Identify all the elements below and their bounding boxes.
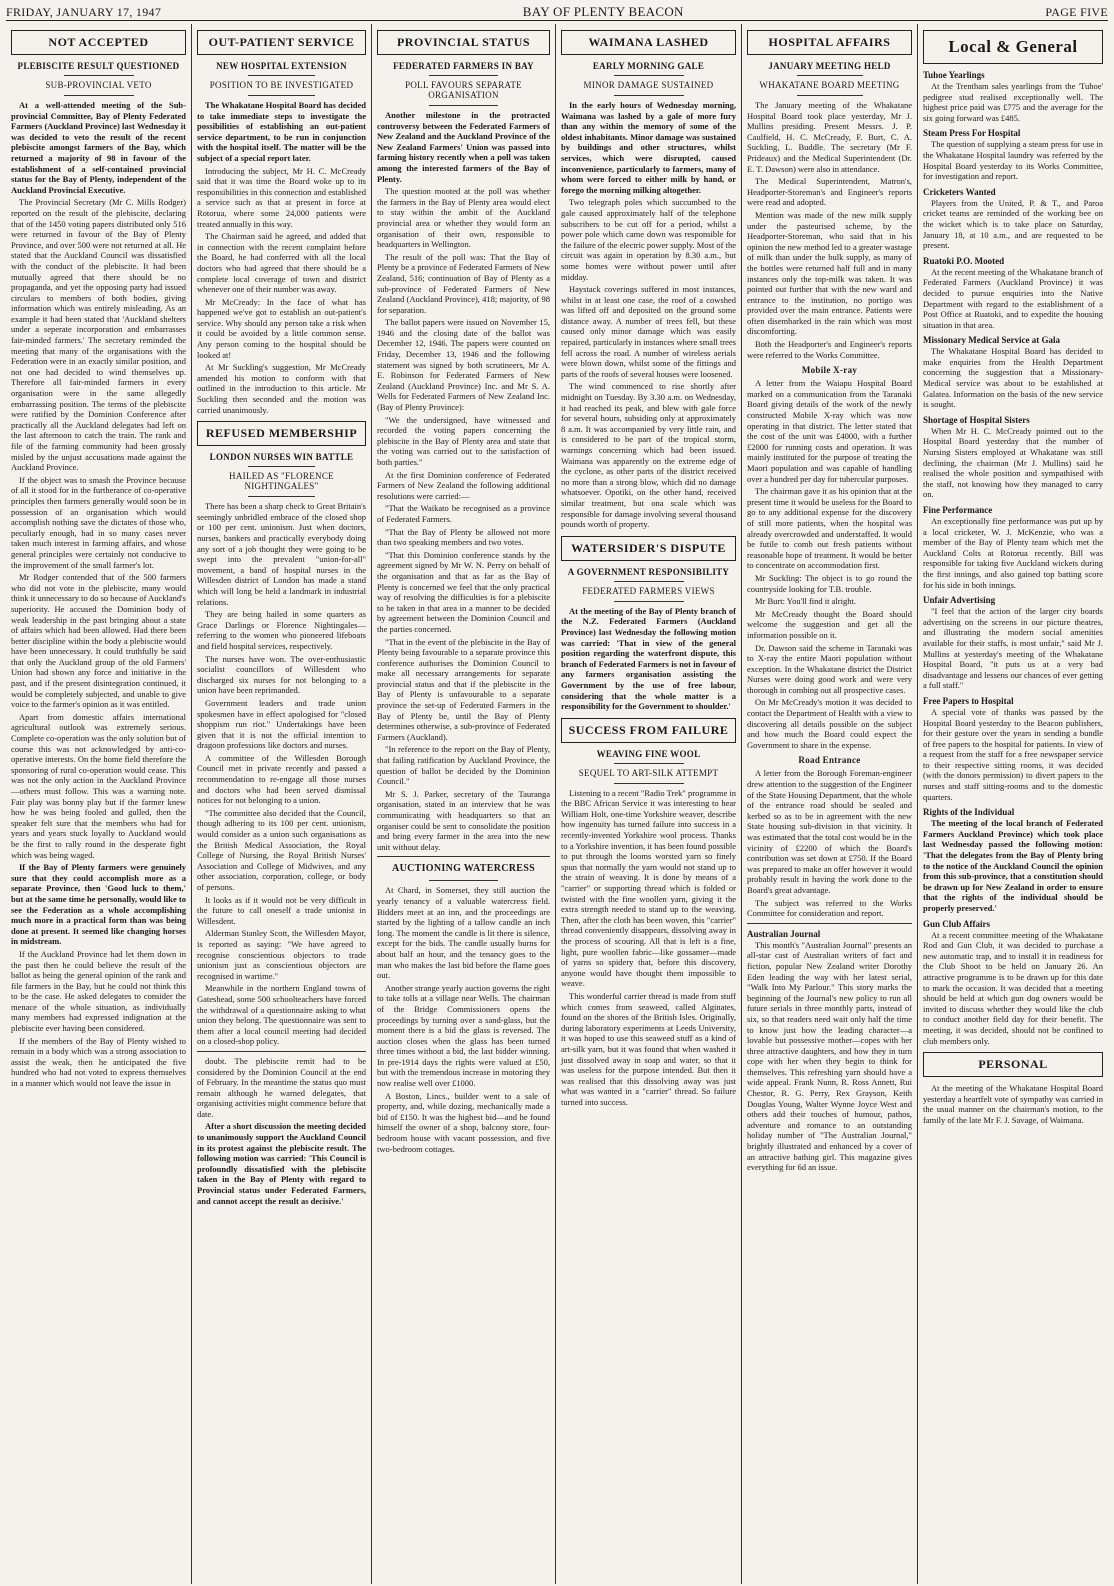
headline-refused-membership: REFUSED MEMBERSHIP (197, 421, 366, 446)
paragraph: The Chairman said he agreed, and added that in connection with the recent complaint before the Board, he had conferred with all the local doctors who had agreed that there should be a complete local coverage of town and district whenever one of their number was away. (197, 231, 366, 295)
paragraph: Meanwhile in the northern England towns of Gateshead, some 500 schoolteachers have forced the withdrawal of a questionnaire asking to what union they belong. The questionnaire was sent to them after a local council meeting had decided on a closed-shop policy. (197, 983, 366, 1047)
paragraph: doubt. The plebiscite remit had to be considered by the Dominion Council at the end of February. In the meantime the status quo must remain although he warned delegates, that organising activities might commence before that date. (197, 1055, 366, 1119)
paragraph: Mr McCready thought the Board should welcome the suggestion and get all the information possible on it. (747, 608, 912, 640)
issue-date: FRIDAY, JANUARY 17, 1947 (6, 5, 162, 19)
paragraph: If the Auckland Province had let them down in the past then he could believe the result of the ballot as being the general opinion of the rank and file farmers in the Bay, but he could not think this to be the case. He asked delegates to consider the menace of the whole situation, as individually many members had expressed indignation at the plebiscite ever having been considered. (11, 948, 186, 1034)
headline-waimana-lashed: WAIMANA LASHED (561, 30, 736, 55)
paragraph: A committee of the Willesden Borough Council met in private recently and passed a recommendation to re-engage all those nurses and doctors who had been served dismissal notices for not belonging to a union. (197, 752, 366, 806)
paragraph: Alderman Stanley Scott, the Willesden Mayor, is reported as saying: "We have agreed to recognise conscientious objectors to trade unionism just as conscientious objectors are recognised in wartime." (197, 928, 366, 981)
paragraph: The question mooted at the poll was whether the farmers in the Bay of Plenty area would elect to stay within the ambit of the Auckland provincial area or whether they would form an organisation of their own, responsible to headquarters in Wellington. (377, 186, 550, 250)
headline-success-from-failure: SUCCESS FROM FAILURE (561, 718, 736, 743)
paper-name: BAY OF PLENTY BEACON (522, 4, 684, 19)
paragraph: If the object was to smash the Province because of all it stood for in the furtherance of co-operative principles then farmers generally would soon be in possession of an organisation which would accomplish nothing save the dictates of those who, peculiarly enough, had in so many cases never taken much interest in farming affairs, and whose general principles were certainly not conducive to the improvement of the small farmer's lot. (11, 474, 186, 570)
headline-auctioning-watercress: AUCTIONING WATERCRESS (392, 863, 535, 875)
column-6 (918, 24, 1108, 1584)
paragraph: Introducing the subject, Mr H. C. McCready said that it was time the Board woke up to its responsibilities in this connection and established a service such as that at present in force at Rotorua, where some 24,000 patients were treated annually in this way. (197, 165, 366, 229)
paragraph: The result of the poll was: That the Bay of Plenty be a province of Federated Farmers of New Zealand, 516; continuation of Bay of Plenty as a sub-province of Federated Farmers of New Zealand (Auckland Province), 418; majority, of 98 for separation. (377, 251, 550, 315)
subhead: LONDON NURSES WIN BATTLE (209, 452, 354, 463)
paragraph: They are being hailed in some quarters as Grace Darlings or Florence Nightingales—referring to the women who pioneered lifeboats and field hospital services, respectively. (197, 609, 366, 651)
subhead: NEW HOSPITAL EXTENSION (216, 61, 347, 71)
lead-paragraph: At a well-attended meeting of the Sub-provincial Committee, Bay of Plenty Federated Farmers (Auckland Province) last Wednesday it was decided to veto the result of the recent plebiscite amongst farmers of the Bay, which returned a majority of 98 in favour of the establishment of a self-contained provincial status for the Bay of Plenty, independent of the Auckland Provincial Executive. (11, 100, 186, 195)
column-3 (372, 24, 556, 1584)
paragraph: Players from the United, P. & T., and Paroa cricket teams are reminded of the working bee on the wicket which is to take place on Saturday, January 18, at 10 a.m., and are requested to be present. (923, 197, 1103, 251)
paragraph: Mr S. J. Parker, secretary of the Tauranga organisation, stated in an interview that he was communicating with headquarters so that an organiser could be sent to consolidate the position and bring every farmer in the area into the new unit without delay. (377, 788, 550, 852)
headline-local-and-general: Local & General (923, 30, 1103, 64)
item-head: Shortage of Hospital Sisters (923, 414, 1030, 425)
columns (6, 24, 1108, 1584)
paragraph: The meeting of the local branch of Federated Farmers Auckland Province) which took place last Wednesday passed the following motion: 'That the delegates from the Bay of Plenty bring to the notice of the Auckland Council the opinion from this sub-province, that a constitution should be drawn up for New Zealand in order to ensure that the rights of the individual should be properly preserved.' (923, 818, 1103, 913)
item-head: Cricketers Wanted (923, 186, 996, 197)
subhead: JANUARY MEETING HELD (768, 61, 891, 71)
paragraph: Mr Suckling: The object is to go round the countryside looking for T.B. trouble. (747, 572, 912, 594)
paragraph: At the first Dominion conference of Federated Farmers of New Zealand the following additional resolutions were carried:— (377, 469, 550, 501)
section-head: Mobile X-ray (801, 365, 858, 376)
subhead: FEDERATED FARMERS IN BAY (393, 61, 534, 71)
paragraph: The nurses have won. The over-enthusiastic socialist councillors of Willesdent who discharged six nurses for not belonging to a union have been reprimanded. (197, 653, 366, 696)
paragraph: If the members of the Bay of Plenty wished to remain in a body which was a strong association to assist the weak, then he anticipated the five hundred who had not voted to express themselves in a manner which would not leave the issue in (11, 1035, 186, 1089)
subhead: HAILED AS "FLORENCE NIGHTINGALES" (229, 471, 334, 492)
subhead: POLL FAVOURS SEPARATE ORGANISATION (405, 80, 522, 100)
paragraph: At Chard, in Somerset, they still auction the yearly tenancy of a valuable watercress field. Bidders meet at an inn, and the proceedings are started by the lighting of a tallow candle an inch long. The moment the candle is lit there is silence, except for the bids. The candle usually burns for about half an hour, and the tenancy goes to the man who makes the last bid before the flame goes out. (377, 885, 550, 981)
paragraph: Listening to a recent "Radio Trek" programme in the BBC African Service it was interesting to hear William Holt, one-time Yorkshire weaver, describe how ingenuity has turned failure into success in a recently-invented Yorkshire wool process. Thanks to a Yorkshire invention, it has been found possible to put through the looms worsted yarn so finely spun that normally the yarn would not stand up to the strain of weaving. It is done by means of a "carrier" or supporting thread which is folded or twisted with the fine woollen yarn, giving it the extra strength needed to stand up to the weaving. Then, after the cloth has been woven, this "carrier" thread conveniently disappears, dissolving away in the process of scouring. All that is left is a fine, light, pure woollen fabric—like gossamer—made of yarns so spidery that, before this discovery, anyone would have thought them impossible to weave. (561, 787, 736, 989)
subhead: MINOR DAMAGE SUSTAINED (583, 80, 714, 90)
paragraph: It looks as if it would not be very difficult in the future to call oneself a trade unionist in Willesdent. (197, 894, 366, 926)
paragraph: Mention was made of the new milk supply under the pasteurised scheme, by the Headporter-Storeman, who said that in his opinion the new method led to a greater wastage of milk than under the bulk supply, as many of the bottles were returned half full and in many instances only the top-milk was taken. It was pointed out further that with the new ward and entrance to the institution, no portigo was provided over the main entrance. Patients were often disembarked in the rain which was most discomforting. (747, 209, 912, 337)
paragraph: The subject was referred to the Works Committee for consideration and report. (747, 897, 912, 919)
paragraph: At the recent meeting of the Whakatane branch of Federated Farmers (Auckland Province) it was decided to pursue enquiries into the Native Department with regard to the establishment of a Post Office at Ruatoki, and to expedite the housing situation in that area. (923, 266, 1103, 330)
column-5 (742, 24, 918, 1584)
paragraph: When Mr H. C. McCready pointed out to the Hospital Board yesterday that the number of Nursing Sisters employed at Whakatane was still declining, the chairman (Mr J. Mullins) said he realised the whole position and sympathised with the staff, not knowing how they managed to carry on. (923, 425, 1103, 500)
paragraph: At the meeting of the Whakatane Hospital Board yesterday a heartfelt vote of sympathy was carried in the usual manner on the chairman's motion, to the family of the late Mr F. J. Savage, of Waimana. (923, 1083, 1103, 1125)
subhead: EARLY MORNING GALE (592, 61, 705, 71)
item-head: Gun Club Affairs (923, 918, 991, 929)
masthead (6, 4, 1108, 21)
headline-personal: PERSONAL (923, 1052, 1103, 1077)
paragraph: "We the undersigned, have witnessed and recorded the voting papers concerning the plebiscite in the Bay of Plenty area and state that the voting was carried out to the satisfaction of both parties." (377, 414, 550, 467)
item-head: Free Papers to Hospital (923, 695, 1014, 706)
section-head: Australian Journal (747, 928, 821, 939)
column-1 (6, 24, 192, 1584)
column-4 (556, 24, 742, 1584)
paragraph: Mr Burt: You'll find it alright. (755, 596, 856, 607)
paragraph: Mr McCready: In the face of what has happened we've got to establish an out-patient's service. Why should any person take a risk when it could be avoided by a little common sense. Any person coming to the hospital should be looked at! (197, 296, 366, 360)
paragraph: This month's "Australian Journal" presents an all-star cast of Australian writers of fact and fiction, popular New Zealand writer Dorothy Eden leading the way with her latest serial, "Walk Into My Parlour." This story marks the beginning of the Journal's new policy to run all future serials in three monthly parts, instead of six, so that readers need wait only half the time to know just how the leading character—a lovable but possessive mother—copes with her three attractive daughters, and how they in turn cope with her when they begin to think for themselves. This refreshing yarn should have a wide appeal. Frank Nunn, R. Ross Annett, Rui Chestor, R. G. Perry, Rex Grayson, Keith Douglas Young, Walter Wynne Joyce West and others add their touches of humour, pathos, adventure and romance to an outstanding holiday number of "The Australian Journal," brightly illustrated and enhanced by a cover of an attractive bathing girl. This magazine gives everything for 6d an issue. (747, 939, 912, 1173)
paragraph: Dr. Dawson said the scheme in Taranaki was to X-ray the entire Maori population without exception. In the Whakatane district the District Nurses were doing good work and were very thorough in combing out all prospective cases. (747, 642, 912, 695)
subhead: SUB-PROVINCIAL VETO (45, 80, 152, 90)
paragraph: There has been a sharp check to Great Britain's seemingly unbridled embrace of the closed shop or 100 per cent. unionism. Just when doctors, nurses, bankers and practically everybody doing any sort of a job thought they were going to be swept into the prevalent "union-for-all" movement, a band of hospital nurses in the Willesden district of London has made a stand which will long be held a landmark in industrial relations. (197, 501, 366, 607)
paragraph: On Mr McCready's motion it was decided to contact the Department of Health with a view to discovering all details possible on the subject and how much the Board could expect the Government to share in the expense. (747, 697, 912, 750)
paragraph: Haystack coverings suffered in most instances, whilst in at least one case, the roof of a cowshed was lifted off and deposited on the ground some distance away. A number of trees fell, but these caused only minor damage which was easily repaired, particularly in instances where small trees fell across the road. A number of wireless aerials were blown down, whilst some of the fittings and parts of the roofs of several houses were loosened. (561, 284, 736, 379)
paragraph: If the Bay of Plenty farmers were genuinely sure that they could accomplish more as a separate Province, then 'Good luck to them,' but at the same time he personally, would like to see the Federation as a whole accomplishing much more in a practical form than was being done at present. It seemed like changing horses in midstream. (11, 862, 186, 947)
paragraph: "That this Dominion conference stands by the agreement signed by Mr W. N. Perry on behalf of the organisation and that as far as the Bay of Plenty is concerned we feel that the only practical way of resolving the difficulties is for a plebiscite to be taken in that area in a manner to be decided by agreement between the Dominion Council and the parties concerned. (377, 549, 550, 634)
paragraph: Both the Headporter's and Engineer's reports were referred to the Works Committee. (747, 339, 912, 360)
page-number: PAGE FIVE (1045, 5, 1108, 19)
paragraph: "In reference to the report on the Bay of Plenty, that failing ratification by Auckland Province, the question of ballot be decided by the Dominion Council." (377, 744, 550, 787)
paragraph: A letter from the Borough Foreman-engineer drew attention to the suggestion of the Engineer of the State Housing Department, that the whole of the entrance road should be sealed and kerbed so as to be in agreement with the new State housing sub-division in that vicinity. It was estimated that the total cost would be in the vicinity of £2200 of which the Board's contribution was set down at £750. If the Board was prepared to make an offer however it would probably result in having the work done to the Board's great advantage. (747, 768, 912, 895)
paragraph: Government leaders and trade union spokesmen have in effect apologised for "closed shoppism run riot." Undertakings have been given that it is not the official intention to dragoon professions like doctors and nurses. (197, 697, 366, 751)
paragraph: "That in the event of the plebiscite in the Bay of Plenty being favourable to a separate province this conference authorises the Dominion Council to make all necessary arrangements for separate provincial status and that if the plebiscite in the Bay of Plenty is unfavourable to a separate province the set-up of Federated Farmers in the Bay of Plenty be, until the Bay of Plenty determines otherwise, a sub-province of Federated Farmers (Auckland). (377, 636, 550, 742)
subhead: WEAVING FINE WOOL (596, 748, 701, 759)
paragraph: At a recent committee meeting of the Whakatane Rod and Gun Club, it was decided to purchase a new automatic trap, and to install it in readiness for the Club Shoot to be held on January 26. An attractive programme is to be drawn up for this date to mark the occasion. It was decided that a meeting should be held at which gun dog owners would be invited to discuss whether they would like the club to conduct another field day for their benefit. The meeting, it was decided, should not be confined to club members only. (923, 929, 1103, 1046)
lead-paragraph: At the meeting of the Bay of Plenty branch of the N.Z. Federated Farmers (Auckland Province) last Wednesday the following motion was carried: 'That in view of the general position regarding the waterfront dispute, this branch of Federated Farmers is not in favour of any farmers organisation assisting the Government by the use of free labour, considering that the whole matter is a responsibility for the Government to shoulder.' (561, 605, 736, 712)
paragraph: "That the Bay of Plenty be allowed not more than two speaking members and two votes. (377, 526, 550, 548)
section-head: Road Entrance (798, 755, 861, 766)
item-head: Steam Press For Hospital (923, 128, 1021, 139)
paragraph: The chairman gave it as his opinion that at the present time it would be useless for the Board to go to any additional expense for the discovery of still more patients, when the hospital was already overcrowded and understaffed. It would be futile to comb out fresh patients without reasonable hope of treatment. It would be better to concentrate on accommodation first. (747, 486, 912, 571)
item-head: Rights of the Individual (923, 807, 1015, 818)
paragraph: The ballot papers were issued on November 15, 1946 and the closing date of the ballot was December 12, 1946. The papers were counted on Friday, December 13, 1946 and the following statement was signed by both scrutineers, Mr A. E. Robinson for Federated Farmers of New Zealand (Auckland Province) Inc. and Mr S. A. Wells for Federated Farmers of New Zealand Inc. (Bay of Plenty Province): (377, 317, 550, 413)
paragraph: Mr Rodger contended that of the 500 farmers who did not vote in the plebiscite, many would think it unnecessary to do so because of Auckland's superiority. He accused the Dominion body of weak leadership in the past bringing about a state of affairs which had been allowed. Had there been better discipline within the body a plebiscite would have been unnecessary. It could truthfully be said that only the Auckland group of the old Farmers' Union had shown any force and initiative in the past, and if the present disintegration continued, it would be completely subjected, and unable to give voice to the farmer's opinion as it was entitled. (11, 572, 186, 710)
headline-watersiders-dispute: WATERSIDER'S DISPUTE (561, 536, 736, 561)
paragraph: "I feel that the action of the larger city boards advertising on the screens in our picture theatres, and illustrating the modern social amenities available for their staffs, is most unfair," said Mr J. Mullins at yesterday's meeting of the Whakatane Hospital Board, "it puts us at a very bad disadvantage and lessens our chances of ever getting a full staff." (923, 606, 1103, 691)
item-head: Ruatoki P.O. Mooted (923, 255, 1005, 266)
paragraph: At Mr Suckling's suggestion, Mr McCready amended his motion to conform with that outlined in the introduction to this article. Mr Suckling then seconded and the motion was carried unanimously. (197, 362, 366, 415)
paragraph: Two telegraph poles which succumbed to the gale caused approximately half of the telephone subscribers to be cut off for a period, whilst a power pole which came down was responsible for the failure of the electric power supply. Most of the circuit was again in operation by 8.30 a.m., but some homes were without power until after midday. (561, 197, 736, 282)
paragraph: An exceptionally fine performance was put up by a local cricketer, W. J. McKenzie, who was a member of the Bay of Plenty team which met the Auckland Colts at Rotorua recently. Bill was responsible for taking five Auckland wickets during the first innings, and also gained top batting score for his side in both innings. (923, 516, 1103, 590)
paragraph: The question of supplying a steam press for use in the Whakatane Hospital laundry was referred by the Hospital Board yesterday to its Works Committee, for investigation and report. (923, 139, 1103, 182)
paragraph: A special vote of thanks was passed by the Hospital Board yesterday to the Beacon publishers, for their gesture over the years in sending a bundle of free papers to the hospital for patients. In view of a request from the staff for a free newspaper service to their respective sitting rooms, it was decided (with the donors permission) to divert papers to the nurses and staff sitting-rooms and to the domestic quarters. (923, 706, 1103, 802)
paragraph: This wonderful carrier thread is made from stuff which comes from seaweed, called Alginates, found on the shores of the British Isles. Originally, during laboratory experiments at Leeds University, it was hoped to use this seaweed stuff as a kind of art-silk yarn, but it was found that when washed it just dissolved away in soap and water, so that it was useless for the purpose intended. But then it was realised that this dissolving away was just what was wanted in a "carrier" thread. So failure turned into success. (561, 990, 736, 1107)
subhead: FEDERATED FARMERS VIEWS (582, 585, 715, 596)
item-head: Tuhoe Yearlings (923, 70, 985, 80)
paragraph: "The committee also decided that the Council, though adhering to its 100 per cent. unionism, would consider as a union such organisations as the British Medical Association, the Royal College of Nursing, the Royal British Nurses' Association and College of Midwives, and any other association, corporation, college, or body of persons. (197, 807, 366, 892)
subhead: POSITION TO BE INVESTIGATED (209, 80, 354, 90)
paragraph: A Boston, Lincs., builder went to a sale of property, and, while dozing, mechanically made a bid of £150. It was the highest bid—and he found himself the owner of a shop, balcony store, four-bedroom house with vacant possession, and five two-bedroom cottages. (377, 1090, 550, 1154)
paragraph: The wind commenced to rise shortly after midnight on Tuesday. By 3.30 a.m. on Wednesday, it had reached its peak, and blew with gale force for several hours, subsiding only at approximately 8 a.m. It was accompanied by very little rain, and is considered to be part of the tropical storm, warnings concerning which had been issued. Waimana was apparently on the extreme edge of the cyclone, as other parts of the district received no more than a strong blow, which did no damage whatsoever. Opotiki, on the other hand, received similar treatment, but ona scale which was responsible for damage involving several thousand pounds worth of property. (561, 381, 736, 530)
headline-provincial-status: PROVINCIAL STATUS (377, 30, 550, 55)
subhead: SEQUEL TO ART-SILK ATTEMPT (578, 767, 719, 778)
paragraph: The January meeting of the Whakatane Hospital Board took place yesterday, Mr J. Mullins presiding. Present Messrs. J. P. Caulfield, H. C. McCready, F. Burt, C. A. Suckling, L. Buddle. The secretary (Mr F. Prideaux) and the Medical Superintendent (Dr. E. T. Dawson) were also in attendance. (747, 100, 912, 174)
item-head: Fine Performance (923, 505, 993, 515)
lead-paragraph: The Whakatane Hospital Board has decided to take immediate steps to investigate the possibilities of establishing an out-patient service department, to be run in conjunction with the hospital itself. The matter will be the subject of a special report later. (197, 100, 366, 163)
item-head: Unfair Advertising (923, 595, 996, 606)
paragraph: A letter from the Waiapu Hospital Board marked on a communication from the Taranaki Board giving details of the work of the newly constructed Mobile X-ray which was now operating in that district. The letter stated that the cost of the unit was £4000, with a further £2000 for running costs and operation. It was mainly instituted for the purpose of treating the Maori population and was capable of handling over a hundred per day for tubercular purposes. (747, 378, 912, 484)
column-2 (192, 24, 372, 1584)
subhead: PLEBISCITE RESULT QUESTIONED (17, 61, 180, 71)
item-head: Missionary Medical Service at Gala (923, 335, 1060, 346)
paragraph: At the Trentham sales yearlings from the 'Tuhoe' pedigree stud realised exceptionally well. The highest price paid was £775 and the average for the six going forward was £485. (923, 81, 1103, 123)
paragraph: Another strange yearly auction governs the right to take tolls at a village near Wells. The chairman of the Bridge Commissioners opens the proceedings by turning over a sand-glass, but the moment there is a bid the glass is reversed. The auction closes when the glass has been turned three times without a bid, the last bidder winning. In pre-1914 days the rights were valued at £50, but with the tremendous increase in motoring they now realise well over £1000. (377, 982, 550, 1089)
headline-hospital-affairs: HOSPITAL AFFAIRS (747, 30, 912, 55)
subhead: WHAKATANE BOARD MEETING (759, 80, 900, 90)
paragraph: Apart from domestic affairs international agricultural outlook was extremely serious. Complete co-operation was the only solution but of course this was not acknowledged by anti-co-operative interests. On the home field therefore the sponsoring of rural co-operation would cease. This was not the only action in the Auckland Province—others must follow. This was a warning note. Fair play was bonny play but if the farmer knew how he was being fooled and gulled, then the speaker felt sure that the members who had for years and years stuck loyally to Auckland would be the first to rally round in the desperate fight which was being waged. (11, 711, 186, 860)
paragraph: The Medical Superintendent, Matron's, Headporter-Storeman's and Engineer's reports were read and adopted. (747, 176, 912, 208)
paragraph: "That the Waikato be recognised as a province of Federated Farmers. (377, 503, 550, 524)
lead-paragraph: Another milestone in the protracted controversy between the Federated Farmers of New Zealand and the Auckland Province of the New Zealand Farmers' Union was passed into farming history recently when a poll was taken among the interested farmers of the Bay of Plenty. (377, 110, 550, 184)
headline-out-patient-service: OUT-PATIENT SERVICE (197, 30, 366, 55)
paragraph: The Provincial Secretary (Mr C. Mills Rodger) reported on the result of the plebiscite, declaring that of the 1450 voting papers distributed only 516 were returned in favour of the Bay of Plenty Province, and over 500 were not returned at all. He stated that the Auckland Council was dissatisfied with the conduct of the plebiscite. It had been mutually agreed that there should be no propaganda, and yet the opposing party had issued circulars to members of both bodies, giving information which was entirely misleading. As an example it had been stated that 'Auckland shelters under a seperate incorporation and embarrasses fair-minded farmers.' The secretary reminded the meeting that many of the organisations with the Federation were in an exactly similar position, and not one had decided to wind themselves up. Therefore all fair-minded farmers in every organisation were in the same allegedly embarrassing position. The terms of the plebiscite were ratified by the Dominion Conference after practically all the Auckland delegates had left on the last afternoon to catch the train. The rank and file of the farming community had been grossly misled by the unjust accusations made against the Auckland Province. (11, 197, 186, 473)
lead-paragraph: In the early hours of Wednesday morning, Waimana was lashed by a gale of more fury than any within the memory of some of the oldest inhabitants. Minor damage was sustained by buildings and other structures, whilst services, which were disrupted, caused inconvenience, particularly to farmers, many of whom were forced to either milk by hand, or forego the morning milking altogether. (561, 100, 736, 195)
subhead: A GOVERNMENT RESPONSIBILITY (567, 566, 730, 577)
paragraph: The Whakatane Hospital Board has decided to make enquiries from the Health Department concerning the suggestion that a Missionary-Medical service was about to be established at Galatea. Information on the basis of the new service is sought. (923, 346, 1103, 410)
headline-not-accepted: NOT ACCEPTED (11, 30, 186, 55)
paragraph: After a short discussion the meeting decided to unanimously support the Auckland Council in its protest against the plebiscite result. The following motion was carried: 'This Council is profoundly dissatisfied with the plebiscite taken in the Bay of Plenty with regard to Provincial status under Federated Farmers, and cannot accept the result as decisive.' (197, 1121, 366, 1206)
